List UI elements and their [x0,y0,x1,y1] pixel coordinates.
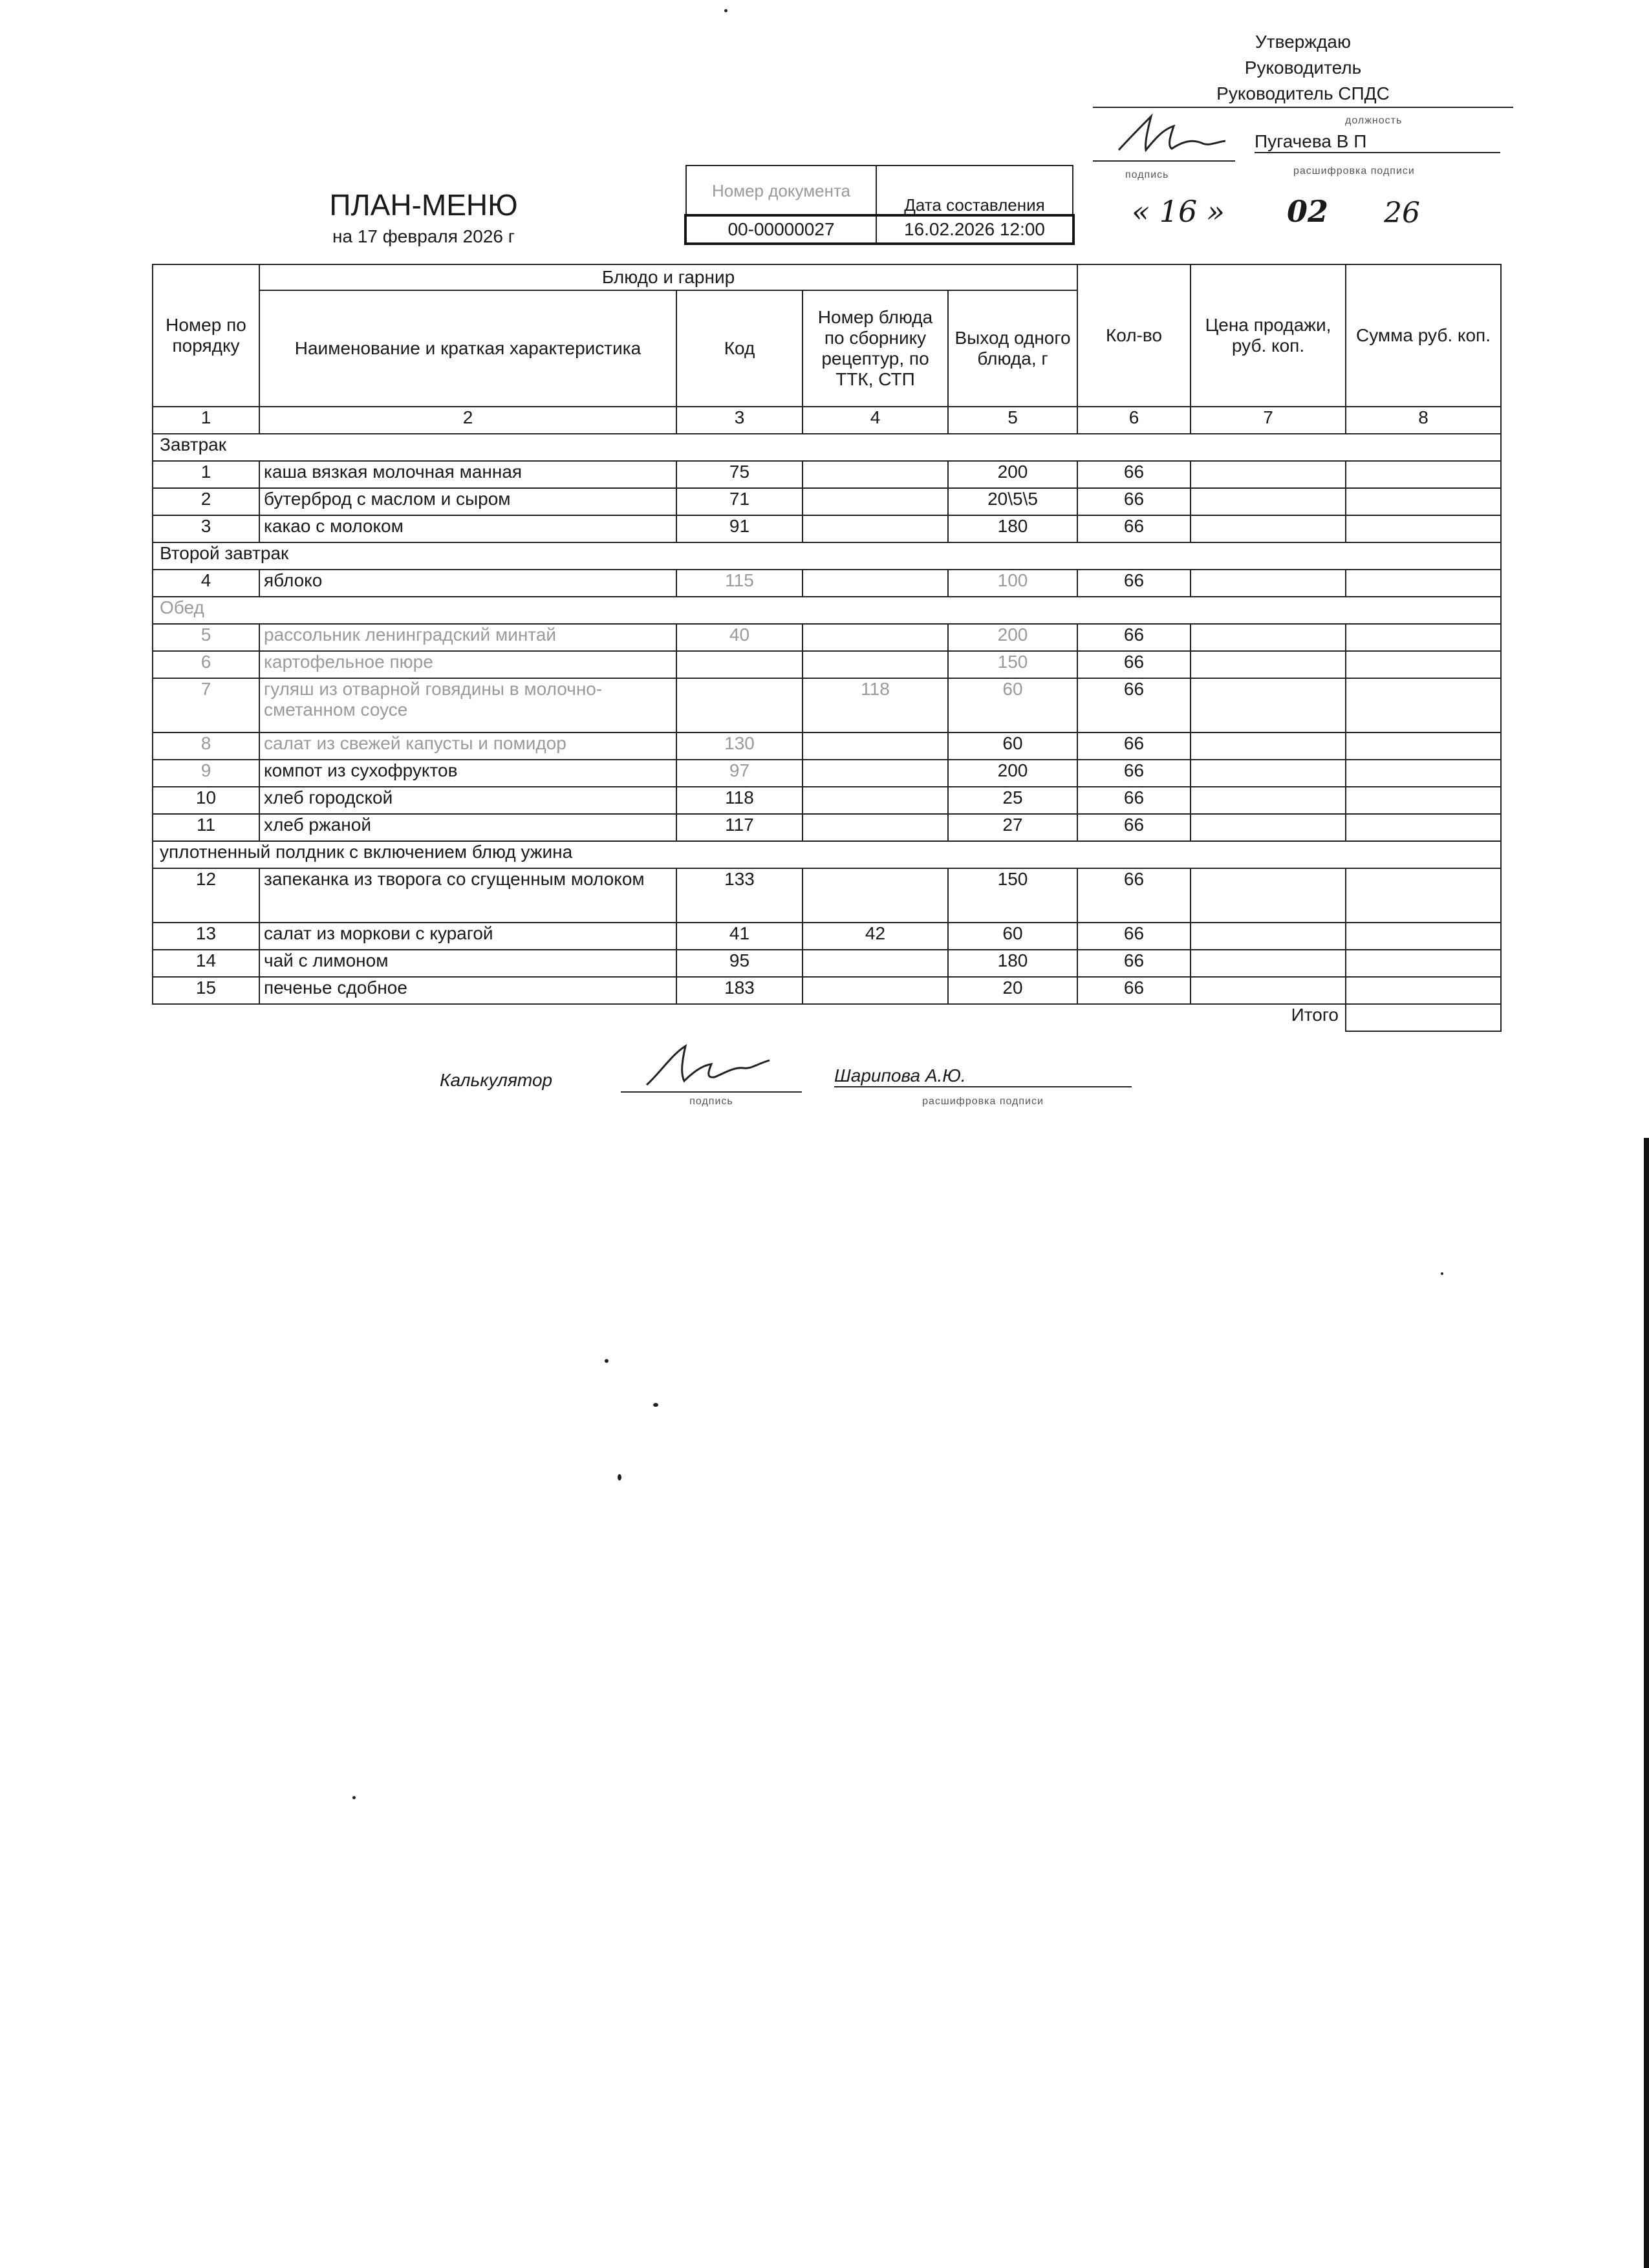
row-code: 130 [676,733,803,760]
doc-number-label: Номер документа [686,166,876,216]
row-price [1191,488,1346,515]
section-second-breakfast: Второй завтрак [153,542,1501,570]
scan-speck [605,1359,609,1363]
table-row [153,977,1501,1004]
row-code: 133 [676,868,803,923]
row-price [1191,733,1346,760]
row-price [1191,461,1346,488]
row-num: 13 [153,923,259,950]
row-price [1191,787,1346,814]
colnum-4: 4 [803,407,948,434]
row-num: 9 [153,760,259,787]
approval-label: Утверждаю [1255,32,1351,52]
row-yield: 20 [948,977,1077,1004]
row-sum [1346,950,1501,977]
colnum-7: 7 [1191,407,1346,434]
row-name: чай с лимоном [259,950,676,977]
page-title: ПЛАН-МЕНЮ [329,188,518,222]
row-code [676,651,803,678]
row-name: салат из моркови с курагой [259,923,676,950]
row-name: запеканка из творога со сгущенным молоком [259,868,676,923]
header-sum: Сумма руб. коп. [1346,264,1501,407]
row-sum [1346,678,1501,733]
approval-organization: Руководитель СПДС [1093,81,1513,108]
row-sum [1346,515,1501,542]
row-yield: 200 [948,760,1077,787]
row-sum [1346,787,1501,814]
row-sum [1346,651,1501,678]
header-dish-group: Блюдо и гарнир [259,264,1077,290]
row-qty: 66 [1077,678,1191,733]
row-num: 8 [153,733,259,760]
row-recipe [803,624,948,651]
row-num: 5 [153,624,259,651]
row-recipe [803,950,948,977]
colnum-6: 6 [1077,407,1191,434]
row-recipe [803,868,948,923]
row-qty: 66 [1077,651,1191,678]
doc-date-label: Дата составления [876,166,1073,216]
row-recipe [803,760,948,787]
total-label: Итого [1291,1005,1339,1025]
colnum-8: 8 [1346,407,1501,434]
row-price [1191,651,1346,678]
table-row [153,950,1501,977]
row-yield: 150 [948,868,1077,923]
doc-number: 00-00000027 [686,216,876,243]
row-qty: 66 [1077,977,1191,1004]
row-price [1191,624,1346,651]
row-name: печенье сдобное [259,977,676,1004]
row-price [1191,950,1346,977]
table-row [153,733,1501,760]
colnum-1: 1 [153,407,259,434]
row-num: 12 [153,868,259,923]
row-sum [1346,923,1501,950]
colnum-3: 3 [676,407,803,434]
table-row [153,868,1501,923]
table-row [153,570,1501,597]
row-code: 41 [676,923,803,950]
section-snack: уплотненный полдник с включением блюд ужина [153,841,1501,868]
row-name: картофельное пюре [259,651,676,678]
row-name: хлеб ржаной [259,814,676,841]
row-recipe: 118 [803,678,948,733]
table-row [153,814,1501,841]
row-price [1191,570,1346,597]
page-subtitle: на 17 февраля 2026 г [332,226,515,246]
scan-speck [724,9,727,12]
section-breakfast: Завтрак [153,434,1501,461]
menu-table [152,264,1502,1032]
row-num: 10 [153,787,259,814]
scan-speck [1441,1272,1443,1275]
row-num: 6 [153,651,259,678]
row-yield: 150 [948,651,1077,678]
table-row [153,624,1501,651]
decode-caption: расшифровка подписи [1293,166,1415,177]
row-num: 4 [153,570,259,597]
scan-speck [618,1474,621,1481]
row-recipe [803,461,948,488]
approver-name: Пугачева В П [1255,131,1500,153]
row-num: 7 [153,678,259,733]
row-name: рассольник ленинградский минтай [259,624,676,651]
row-qty: 66 [1077,760,1191,787]
doc-date: 16.02.2026 12:00 [876,216,1073,243]
row-yield: 20\5\5 [948,488,1077,515]
approval-date-month: 02 [1287,194,1329,229]
row-sum [1346,760,1501,787]
row-price [1191,814,1346,841]
table-row [153,678,1501,733]
row-price [1191,678,1346,733]
approver-signature [1112,110,1242,162]
row-price [1191,760,1346,787]
approval-date-day: « 16 » [1132,194,1225,229]
row-yield: 200 [948,624,1077,651]
header-name: Наименование и краткая характеристика [259,290,676,407]
total-row [153,1004,1501,1031]
row-code: 97 [676,760,803,787]
date-day: 16 [1159,194,1198,229]
position-caption: должность [1345,115,1403,126]
row-yield: 180 [948,950,1077,977]
row-yield: 60 [948,733,1077,760]
document-info-table [685,165,1073,244]
table-row [153,461,1501,488]
header-code: Код [676,290,803,407]
row-name: гуляш из отварной говядины в молочно-сметанном соусе [259,678,676,733]
footer-role: Калькулятор [440,1070,553,1090]
row-code: 91 [676,515,803,542]
row-qty: 66 [1077,488,1191,515]
row-num: 1 [153,461,259,488]
row-code: 115 [676,570,803,597]
row-price [1191,923,1346,950]
row-code: 75 [676,461,803,488]
approval-date-year: 26 [1384,197,1420,230]
row-qty: 66 [1077,814,1191,841]
calculator-signature [621,1041,802,1093]
table-row [153,515,1501,542]
row-yield: 60 [948,678,1077,733]
header-yield: Выход одного блюда, г [948,290,1077,407]
row-recipe [803,787,948,814]
footer-name: Шарипова А.Ю. [834,1065,1132,1087]
row-qty: 66 [1077,461,1191,488]
row-sum [1346,624,1501,651]
row-recipe [803,977,948,1004]
row-sum [1346,977,1501,1004]
row-code: 40 [676,624,803,651]
table-row [153,760,1501,787]
approval-block [1093,29,1513,108]
row-price [1191,515,1346,542]
table-row [153,923,1501,950]
row-recipe [803,651,948,678]
row-code: 95 [676,950,803,977]
row-name: какао с молоком [259,515,676,542]
row-name: салат из свежей капусты и помидор [259,733,676,760]
row-recipe [803,570,948,597]
row-qty: 66 [1077,570,1191,597]
row-recipe [803,814,948,841]
row-qty: 66 [1077,733,1191,760]
header-num: Номер по порядку [153,264,259,407]
row-code: 183 [676,977,803,1004]
approval-position: Руководитель [1244,58,1362,78]
scan-speck [352,1796,356,1799]
row-num: 3 [153,515,259,542]
colnum-5: 5 [948,407,1077,434]
row-num: 11 [153,814,259,841]
row-code: 118 [676,787,803,814]
row-name: компот из сухофруктов [259,760,676,787]
row-sum [1346,868,1501,923]
row-sum [1346,814,1501,841]
table-row [153,787,1501,814]
total-value [1346,1004,1501,1031]
row-sum [1346,570,1501,597]
table-row [153,651,1501,678]
row-qty: 66 [1077,868,1191,923]
row-name: хлеб городской [259,787,676,814]
section-lunch: Обед [153,597,1501,624]
colnum-2: 2 [259,407,676,434]
scan-edge-shadow [1644,1138,1649,2268]
row-yield: 200 [948,461,1077,488]
row-name: каша вязкая молочная манная [259,461,676,488]
row-yield: 100 [948,570,1077,597]
row-yield: 27 [948,814,1077,841]
row-qty: 66 [1077,950,1191,977]
row-yield: 25 [948,787,1077,814]
row-recipe [803,515,948,542]
row-num: 15 [153,977,259,1004]
row-recipe [803,733,948,760]
column-number-row [153,407,1501,434]
row-sum [1346,488,1501,515]
row-name: бутерброд с маслом и сыром [259,488,676,515]
header-price: Цена продажи, руб. коп. [1191,264,1346,407]
row-qty: 66 [1077,787,1191,814]
table-row [153,488,1501,515]
row-code: 71 [676,488,803,515]
row-price [1191,868,1346,923]
row-yield: 180 [948,515,1077,542]
row-recipe: 42 [803,923,948,950]
row-name: яблоко [259,570,676,597]
footer-decode-caption: расшифровка подписи [922,1096,1044,1107]
row-recipe [803,488,948,515]
footer-signature-caption: подпись [689,1096,733,1107]
scan-speck [653,1403,658,1407]
row-qty: 66 [1077,923,1191,950]
row-code [676,678,803,733]
row-sum [1346,733,1501,760]
row-price [1191,977,1346,1004]
row-qty: 66 [1077,515,1191,542]
row-yield: 60 [948,923,1077,950]
header-recipe: Номер блюда по сборнику рецептур, по ТТК, СТП [803,290,948,407]
row-sum [1346,461,1501,488]
row-code: 117 [676,814,803,841]
row-qty: 66 [1077,624,1191,651]
signature-caption: подпись [1125,169,1169,180]
row-num: 14 [153,950,259,977]
row-num: 2 [153,488,259,515]
header-qty: Кол-во [1077,264,1191,407]
